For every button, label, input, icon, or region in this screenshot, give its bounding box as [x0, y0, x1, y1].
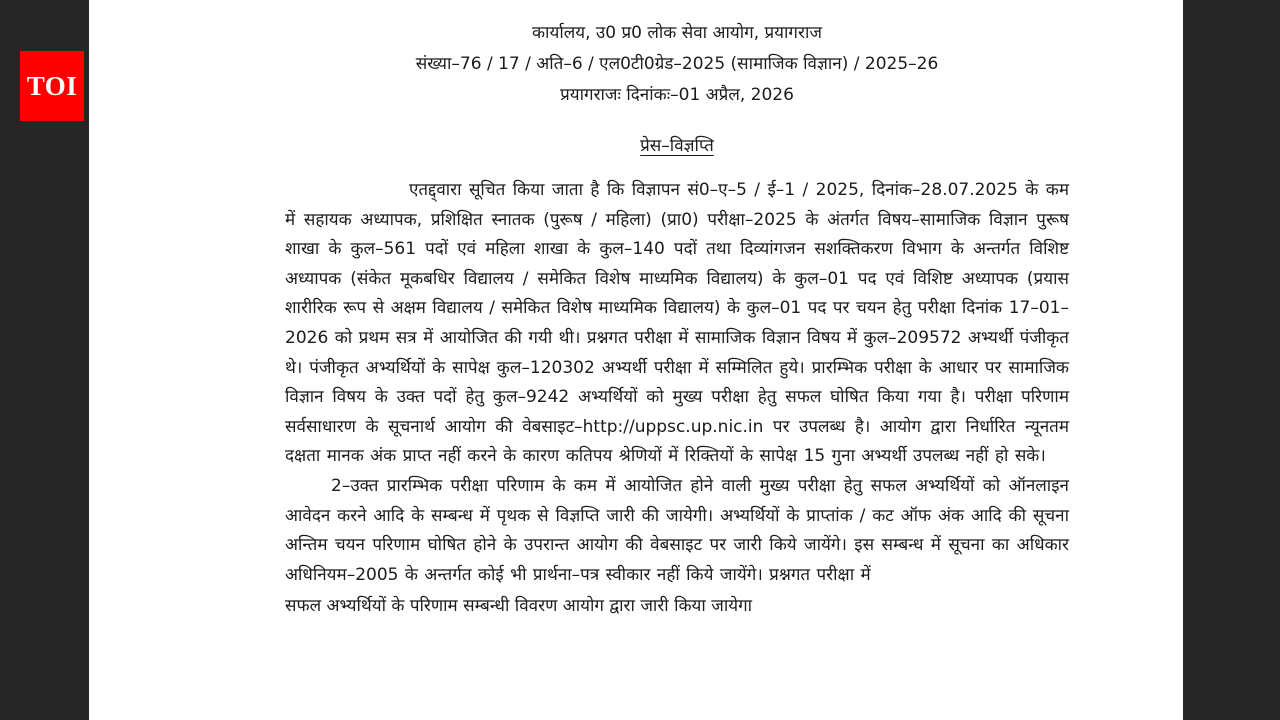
paragraph-1: एतद्द्वारा सूचित किया जाता है कि विज्ञापन सं0–ए–5 / ई–1 / 2025, दिनांक–28.07.2025 के कम में सहायक अध्यापक, प्रशिक्षित स्नातक (पुरूष / महिला) (प्रा0) परीक्षा–2025 के अंतर्गत विषय–सामाजिक विज्ञान पुरूष शाखा के कुल–561 पदों एवं महिला शाखा के कुल–140 पदों तथा दिव्यांगजन सशक्तिकरण विभाग के अन्तर्गत विशिष्ट अध्यापक (संकेत मूकबधिर विद्यालय / समेकित विशेष माध्यमिक विद्यालय) के कुल–01 पद एवं विशिष्ट अध्यापक (प्रयास शारीरिक रूप से अक्षम विद्यालय / समेकित विशेष माध्यमिक विद्यालय) के कुल–01 पद पर चयन हेतु परीक्षा दिनांक 17–01–2026 को प्रथम सत्र में आयोजित की गयी थी। प्रश्नगत परीक्षा में सामाजिक विज्ञान विषय में कुल–209572 अभ्यर्थी पंजीकृत थे। पंजीकृत अभ्यर्थियों के सापेक्ष कुल–120302 अभ्यर्थी परीक्षा में सम्मिलित हुये। प्रारम्भिक परीक्षा के आधार पर सामाजिक विज्ञान विषय के उक्त पदों हेतु कुल–9242 अभ्यर्थियों को मुख्य परीक्षा हेतु सफल घोषित किया गया है। परीक्षा परिणाम सर्वसाधारण के सूचनार्थ आयोग की वेबसाइट–http://uppsc.up.nic.in पर उपलब्ध है। आयोग द्वारा निर्धारित न्यूनतम दक्षता मानक अंक प्राप्त नहीं करने के कारण कतिपय श्रेणियों में रिक्तियों के सापेक्ष 15 गुना अभ्यर्थी उपलब्ध नहीं हो सके।: [285, 180, 1069, 467]
clipped-line: सफल अभ्यर्थियों के परिणाम सम्बन्धी विवरण आयोग द्वारा जारी किया जायेगा: [285, 596, 753, 617]
reference-number: संख्या–76 / 17 / अति–6 / एल0टी0ग्रेड–2025 (सामाजिक विज्ञान) / 2025–26: [415, 54, 939, 74]
toi-logo: TOI: [20, 51, 84, 121]
document-page: [89, 0, 1183, 720]
document-title: प्रेस–विज्ञप्ति: [640, 136, 714, 156]
press-release: [285, 0, 1069, 617]
office-heading: कार्यालय, उ0 प्र0 लोक सेवा आयोग, प्रयागराज: [532, 23, 822, 43]
paragraph-2: 2–उक्त प्रारम्भिक परीक्षा परिणाम के कम में आयोजित होने वाली मुख्य परीक्षा हेतु सफल अभ्यर्थियों को ऑनलाइन आवेदन करने आदि के सम्बन्ध में पृथक से विज्ञप्ति जारी की जायेगी। अभ्यर्थियों के प्राप्तांक / कट ऑफ अंक आदि की सूचना अन्तिम चयन परिणाम घोषित होने के उपरान्त आयोग की वेबसाइट पर जारी किये जायेंगे। इस सम्बन्ध में सूचना का अधिकार अधिनियम–2005 के अन्तर्गत कोई भी प्रार्थना–पत्र स्वीकार नहीं किये जायेंगे। प्रश्नगत परीक्षा में: [285, 475, 1069, 585]
place-date: प्रयागराजः दिनांकः–01 अप्रैल, 2026: [560, 85, 794, 105]
